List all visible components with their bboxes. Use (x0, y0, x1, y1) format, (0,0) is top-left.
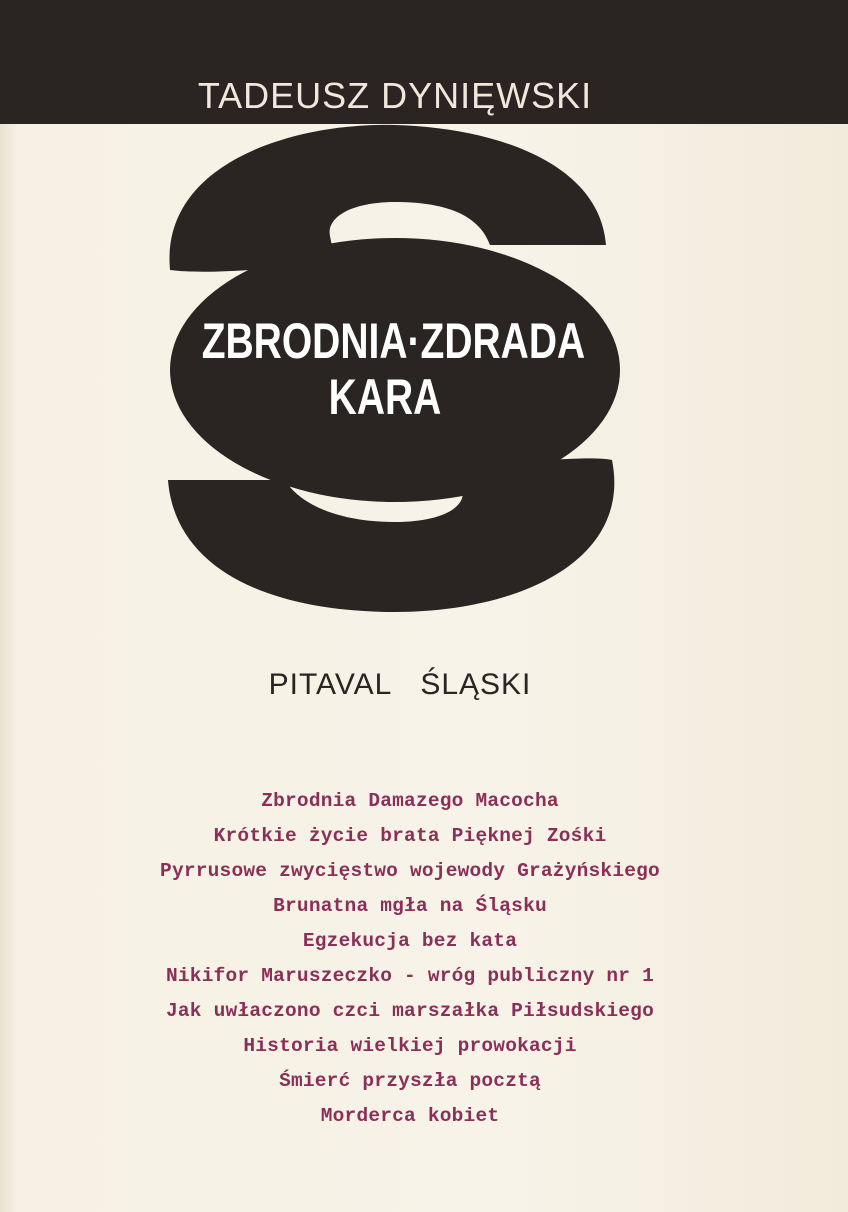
contents-item: Krótkie życie brata Pięknej Zośki (213, 825, 607, 847)
contents-list (0, 784, 820, 1134)
contents-item: Historia wielkiej prowokacji (243, 1035, 577, 1057)
contents-item: Brunatna mgła na Śląsku (273, 895, 547, 917)
contents-item: Zbrodnia Damazego Macocha (261, 790, 559, 812)
contents-item: Jak uwłaczono czci marszałka Piłsudskiego (166, 1000, 654, 1022)
contents-item: Pyrrusowe zwycięstwo wojewody Grażyńskiego (160, 860, 660, 882)
series-word-1: PITAVAL (268, 668, 393, 701)
series-word-2: ŚLĄSKI (420, 668, 532, 701)
contents-item: Nikifor Maruszeczko - wróg publiczny nr 1 (166, 965, 654, 987)
title-line-1: ZBRODNIA·ZDRADA (201, 313, 586, 369)
contents-item: Śmierć przyszła pocztą (279, 1070, 541, 1092)
series-title (0, 668, 800, 702)
author-name: TADEUSZ DYNIĘWSKI (197, 75, 593, 116)
contents-item: Egzekucja bez kata (302, 930, 518, 952)
contents-item: Morderca kobiet (320, 1105, 500, 1127)
title-line-2: KARA (328, 369, 442, 425)
